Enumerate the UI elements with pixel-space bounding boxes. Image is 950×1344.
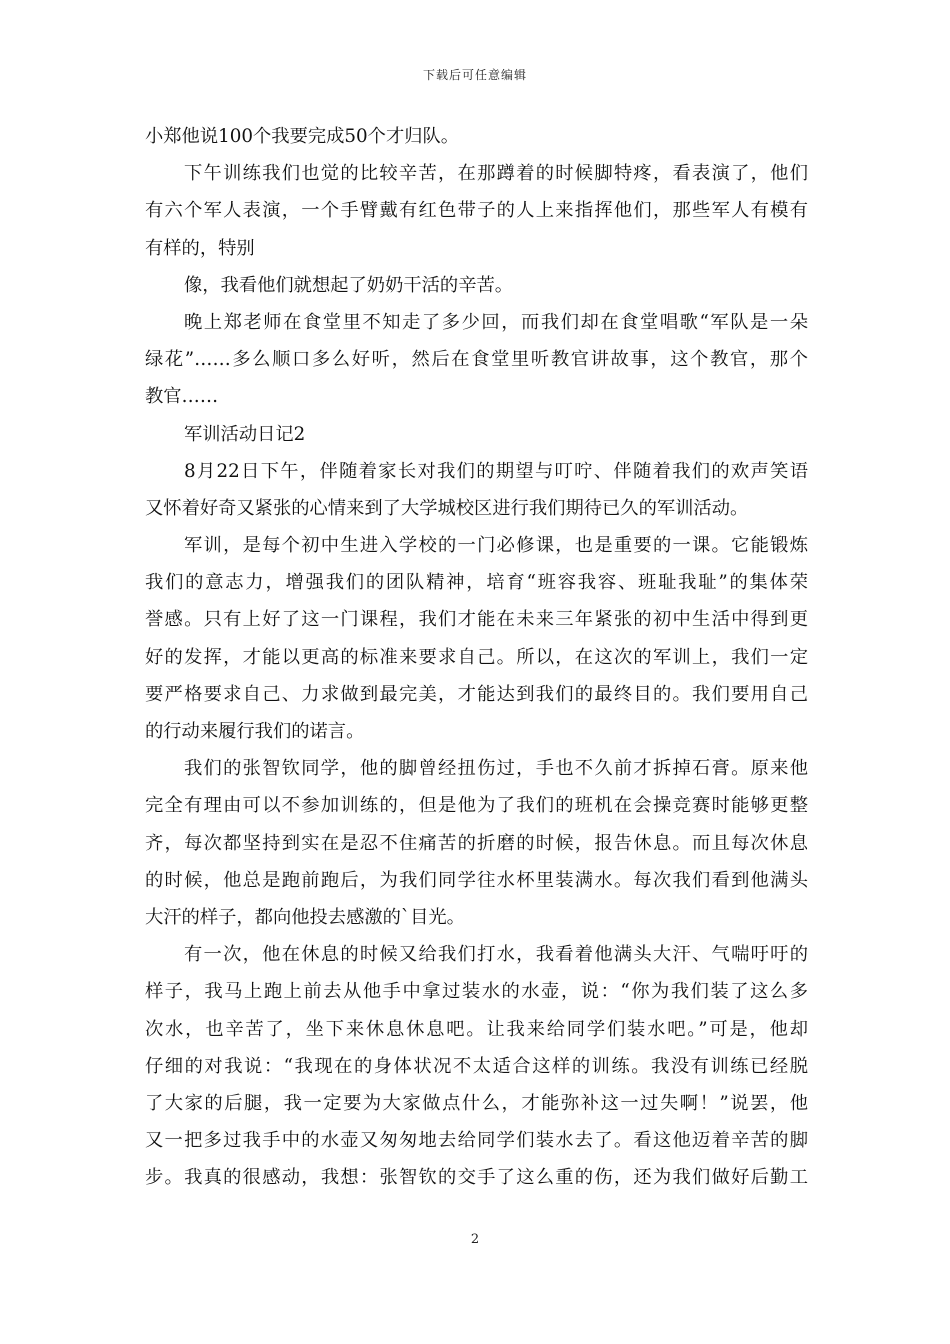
text-line: 的行动来履行我们的诺言。 [145,721,365,742]
text-line: 誉感。只有上好了这一门课程，我们才能在未来三年紧张的初中生活中得到更 [145,609,808,631]
text-line: 完全有理由可以不参加训练的，但是他为了我们的班机在会操竞赛时能够更整 [145,795,808,817]
text-line: 小郑他说100个我要完成50个才归队。 [145,126,460,147]
page-number: 2 [470,1232,480,1247]
text-line: 我们的意志力，增强我们的团队精神，培育“班容我容、班耻我耻”的集体荣 [145,572,808,594]
text-line: 像，我看他们就想起了奶奶干活的辛苦。 [184,274,514,296]
text-line: 了大家的后腿，我一定要为大家做点什么，才能弥补这一过失啊！”说罢，他 [145,1092,808,1114]
text-line: 好的发挥，才能以更高的标准来要求自己。所以，在这次的军训上，我们一定 [145,646,808,668]
text-line: 有样的，特别 [145,237,255,259]
text-line: 绿花”……多么顺口多么好听，然后在食堂里听教官讲故事，这个教官，那个 [145,349,808,371]
text-line: 有六个军人表演，一个手臂戴有红色带子的人上来指挥他们，那些军人有模有 [145,200,808,222]
text-line: 军训，是每个初中生进入学校的一门必修课，也是重要的一课。它能锻炼 [184,535,808,557]
text-line: 又怀着好奇又紧张的心情来到了大学城校区进行我们期待已久的军训活动。 [145,497,749,519]
text-line: 又一把多过我手中的水壶又匆匆地去给同学们装水去了。看这他迈着辛苦的脚 [145,1130,808,1152]
text-line: 教官…… [145,386,219,408]
text-line: 的时候，他总是跑前跑后，为我们同学往水杯里装满水。每次我们看到他满头 [145,869,808,891]
page-header: 下载后可任意编辑 [422,68,527,82]
document-body [145,118,808,1196]
text-line: 8月22日下午，伴随着家长对我们的期望与叮咛、伴随着我们的欢声笑语 [184,460,808,482]
text-line: 有一次，他在休息的时候又给我们打水，我看着他满头大汗、气喘吁吁的 [184,944,808,966]
text-line: 下午训练我们也觉的比较辛苦，在那蹲着的时候脚特疼，看表演了，他们 [184,163,808,185]
text-line: 次水，也辛苦了，坐下来休息休息吧。让我来给同学们装水吧。”可是，他却 [145,1018,808,1040]
text-line: 步。我真的很感动，我想：张智钦的交手了这么重的伤，还为我们做好后勤工 [145,1167,808,1189]
text-line: 晚上郑老师在食堂里不知走了多少回，而我们却在食堂唱歌“军队是一朵 [184,311,808,333]
text-line: 仔细的对我说：“我现在的身体状况不太适合这样的训练。我没有训练已经脱 [145,1055,808,1077]
text-line: 齐，每次都坚持到实在是忍不住痛苦的折磨的时候，报告休息。而且每次休息 [145,832,808,854]
text-line: 我们的张智钦同学，他的脚曾经扭伤过，手也不久前才拆掉石膏。原来他 [184,758,808,780]
text-line: 样子，我马上跑上前去从他手中拿过装水的水壶，说：“你为我们装了这么多 [145,981,808,1003]
text-line: 大汗的样子，都向他投去感激的`目光。 [145,906,465,928]
section-heading: 军训活动日记2 [184,423,306,445]
text-line: 要严格要求自己、力求做到最完美，才能达到我们的最终目的。我们要用自己 [145,683,808,705]
